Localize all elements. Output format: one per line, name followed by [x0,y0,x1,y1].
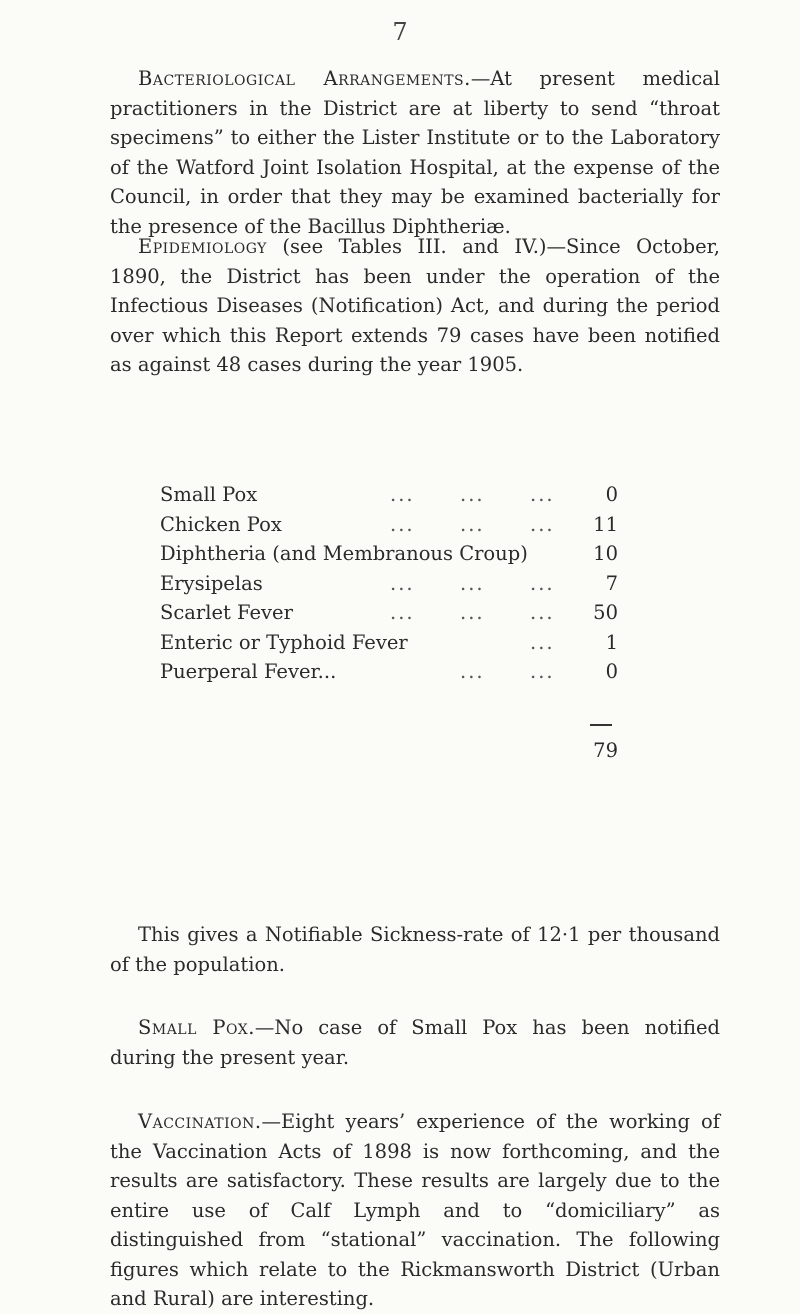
leader-dots: ... ... ... [390,601,555,624]
disease-count: 11 [593,512,618,536]
table-row [160,569,630,599]
disease-count: 7 [605,571,618,595]
sickness-rate-paragraph: This gives a Notifiable Sickness-rate of 12·1 per thousand of the population. [110,923,720,976]
small-pox-heading: Small Pox. [138,1016,255,1039]
disease-label: Small Pox [160,483,258,506]
leader-dots: ... ... ... [390,571,555,595]
table-row [160,657,630,687]
leader-dots: ... ... ... [390,512,555,536]
disease-count: 1 [605,630,618,654]
total-rule [590,724,612,726]
leader-dots: ... [530,630,555,654]
bacteriological-heading: Bacteriological Arrangements. [138,67,471,90]
page-number: 7 [392,18,408,46]
leader-dots: ... ... [460,660,555,683]
disease-label: Puerperal Fever... [160,660,337,683]
notifications-table [160,480,630,687]
epidemiology-heading: Epidemiology [138,235,267,258]
disease-label: Enteric or Typhoid Fever [160,630,408,654]
bacteriological-text: —At present medical practitioners in the District are at liberty to send “throat specimens” to either the Lister Institute or to the Laboratory of the Watford Joint Isolation Hospital, at the expense of the Council, in order that they may be examined bacterially for the presence of the Bacillus Diphtheriæ. [110,67,720,238]
disease-count: 0 [605,660,618,683]
disease-label: Chicken Pox [160,512,282,536]
disease-label: Erysipelas [160,571,263,595]
total-count: 79 [593,739,618,762]
epidemiology-paragraph [110,232,720,380]
disease-count: 0 [605,483,618,506]
vaccination-text: —Eight years’ experience of the working of the Vaccination Acts of 1898 is now forthcoming, and the results are satisfactory. These results are largely due to the entire use of Calf Lymph and to “domiciliary” as distinguished from “stational” vaccination. The following figures which relate to the Rickmansworth District (Urban and Rural) are interesting. [110,1110,720,1310]
disease-label: Diphtheria (and Membranous Croup) [160,542,528,565]
vaccination-paragraph [110,1107,720,1314]
small-pox-paragraph [110,1013,720,1072]
vaccination-heading: Vaccination. [138,1110,262,1133]
small-pox-text: —No case of Small Pox has been notified during the present year. [110,1016,720,1069]
leader-dots: ... ... ... [390,483,555,506]
table-row [160,539,630,569]
table-row [160,598,630,628]
disease-count: 50 [593,601,618,624]
epidemiology-text: (see Tables III. and IV.)—Since October, 1890, the District has been under the operation of the Infectious Diseases (Notification) Act, and during the period over which this Report extends 79 cases have been notified as against 48 cases during the year 1905. [110,235,721,376]
disease-count: 10 [593,542,618,565]
table-row [160,628,630,658]
bacteriological-paragraph [110,64,720,241]
table-row [160,510,630,540]
disease-label: Scarlet Fever [160,601,293,624]
table-row [160,480,630,510]
